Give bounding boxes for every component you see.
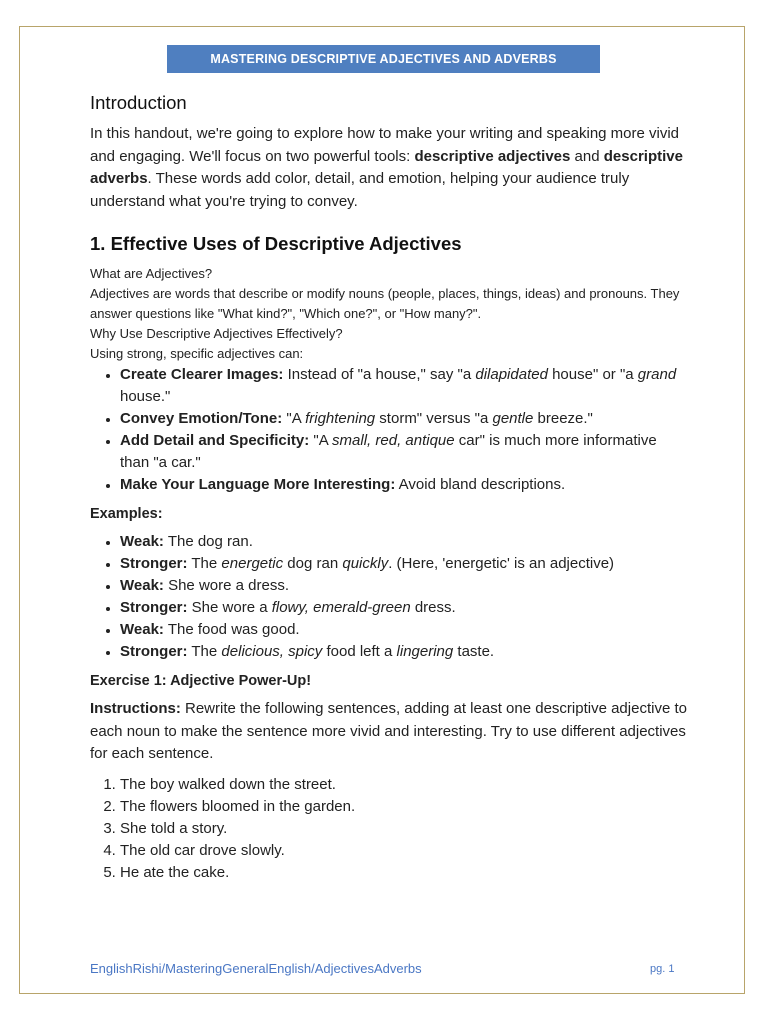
benefit-item (120, 474, 690, 496)
exercise-sentence: 1. The boy walked down the street. (120, 774, 690, 796)
intro-text-2: and (570, 147, 604, 165)
example-t1: The (187, 643, 222, 660)
example-item (120, 641, 690, 663)
intro-text-3: . These words add color, detail, and emotion, helping your audience truly understand what you're trying to convey. (90, 170, 630, 210)
benefit-bold: Create Clearer Images: (120, 366, 284, 383)
example-t1: She wore a dress. (163, 577, 289, 594)
why-question: Why Use Descriptive Adjectives Effectively? (90, 326, 343, 341)
example-i2: quickly (342, 555, 389, 572)
example-item (120, 531, 690, 553)
example-i1: energetic (221, 555, 284, 572)
benefit-t2: car" is much more informative than "a car." (120, 432, 657, 471)
examples-list (90, 531, 690, 663)
example-i1: flowy, emerald-green (271, 599, 411, 616)
exercise-sentence: 3. She told a story. (120, 818, 690, 840)
example-t1: The dog ran. (163, 533, 253, 550)
benefit-bold: Make Your Language More Interesting: (120, 476, 396, 493)
instructions-paragraph (90, 698, 690, 766)
benefit-item (120, 364, 690, 408)
instructions-text: Rewrite the following sentences, adding at least one descriptive adjective to each noun to make the sentence more vivid and interesting. Try to use different adjectives for each sentence. (90, 700, 687, 762)
example-item (120, 597, 690, 619)
example-t2: dress. (410, 599, 456, 616)
examples-label: Examples: (90, 506, 163, 522)
example-t3: taste. (453, 643, 495, 660)
example-t1: The (187, 555, 222, 572)
instructions-label: Instructions: (90, 700, 181, 717)
example-bold: Weak: (120, 577, 164, 594)
benefit-t1: "A (309, 432, 333, 449)
footer-link[interactable]: EnglishRishi/MasteringGeneralEnglish/AdjectivesAdverbs (90, 961, 422, 976)
document-title-banner: MASTERING DESCRIPTIVE ADJECTIVES AND ADVERBS (167, 45, 600, 73)
example-bold: Weak: (120, 621, 164, 638)
intro-heading: Introduction (90, 92, 187, 113)
benefit-i2: grand (637, 366, 677, 383)
exercise-sentence: 5. He ate the cake. (120, 862, 690, 884)
benefit-t2: house" or "a (547, 366, 638, 383)
intro-paragraph (90, 123, 690, 213)
example-bold: Stronger: (120, 555, 188, 572)
example-item (120, 575, 690, 597)
benefit-item (120, 430, 690, 474)
exercise-title: Exercise 1: Adjective Power-Up! (90, 673, 312, 689)
example-t2: dog ran (283, 555, 343, 572)
benefit-item (120, 408, 690, 430)
exercise-sentence: 4. The old car drove slowly. (120, 840, 690, 862)
exercise-sentences-list (90, 774, 690, 884)
page-number: pg. 1 (650, 963, 675, 975)
benefit-i1: dilapidated (475, 366, 548, 383)
benefit-t1: Avoid bland descriptions. (395, 476, 566, 493)
benefit-i1: small, red, antique (332, 432, 455, 449)
benefit-t1: Instead of "a house," say "a (283, 366, 476, 383)
intro-bold-adverbs: descriptive adverbs (90, 147, 683, 187)
example-bold: Weak: (120, 533, 164, 550)
section1-heading: 1. Effective Uses of Descriptive Adjectives (90, 233, 462, 254)
example-i2: lingering (396, 643, 454, 660)
benefit-i1: frightening (305, 410, 376, 427)
example-bold: Stronger: (120, 599, 188, 616)
example-item (120, 619, 690, 641)
benefit-t3: house." (120, 388, 171, 405)
benefit-t2: storm" versus "a (375, 410, 493, 427)
document-body (90, 92, 690, 884)
example-t1: The food was good. (163, 621, 300, 638)
example-item (120, 553, 690, 575)
what-answer: Adjectives are words that describe or modify nouns (people, places, things, ideas) and pronouns. They answer questions like "What kind?", "Which one?", or "How many?". (90, 286, 680, 321)
benefit-t1: "A (282, 410, 306, 427)
benefits-list (90, 364, 690, 496)
benefit-i2: gentle (492, 410, 534, 427)
intro-bold-adjectives: descriptive adjectives (414, 147, 571, 165)
example-i1: delicious, spicy (221, 643, 323, 660)
intro-text-1: In this handout, we're going to explore how to make your writing and speaking more vivid and engaging. We'll focus on two powerful tools: (90, 125, 680, 165)
why-intro: Using strong, specific adjectives can: (90, 346, 304, 361)
example-bold: Stronger: (120, 643, 188, 660)
example-t2: food left a (322, 643, 397, 660)
what-question: What are Adjectives? (90, 266, 213, 281)
benefit-t3: breeze." (533, 410, 593, 427)
exercise-sentence: 2. The flowers bloomed in the garden. (120, 796, 690, 818)
example-t1: She wore a (187, 599, 272, 616)
benefit-bold: Convey Emotion/Tone: (120, 410, 283, 427)
benefit-bold: Add Detail and Specificity: (120, 432, 310, 449)
example-t3: . (Here, 'energetic' is an adjective) (388, 555, 615, 572)
